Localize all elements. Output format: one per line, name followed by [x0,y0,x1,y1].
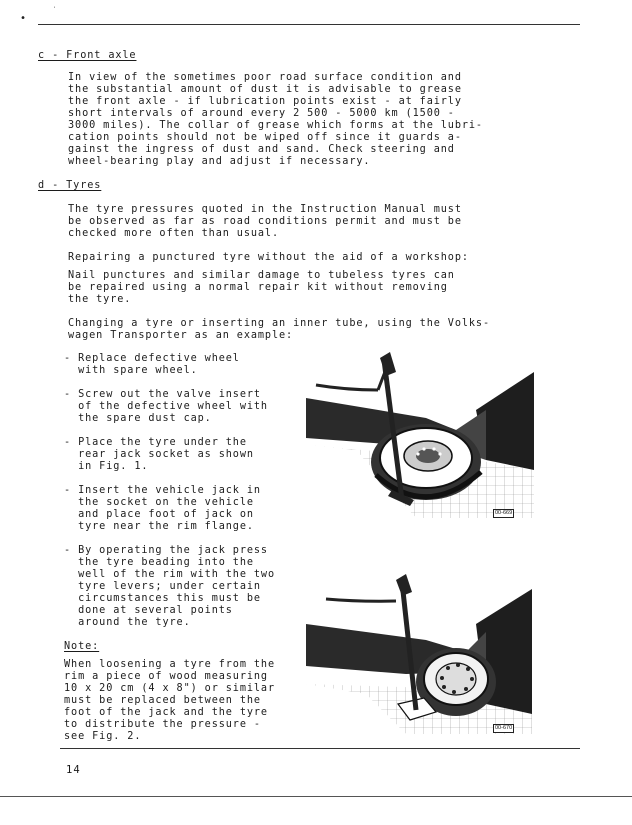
step-line: - Screw out the valve insert [64,389,261,400]
figure-1 [306,350,534,528]
jack-on-tyre-illustration-icon [306,350,534,528]
note-line: When loosening a tyre from the [64,659,276,670]
step-line: in Fig. 1. [64,461,149,472]
figure-label: 00-670 [495,725,513,731]
body-line: the front axle - if lubrication points exist - at fairly [68,96,462,107]
figure-2 [306,574,532,740]
step-line: done at several points [64,605,233,616]
note-line: rim a piece of wood measuring [64,671,268,682]
body-line: Nail punctures and similar damage to tubeless tyres can [68,270,455,281]
step-line: rear jack socket as shown [64,449,254,460]
step-line: the tyre beading into the [64,557,254,568]
body-line: the substantial amount of dust it is advisable to grease [68,84,462,95]
note-heading: Note: [64,641,100,652]
step-line: the spare dust cap. [64,413,212,424]
note-line: must be replaced between the [64,695,261,706]
section-d-heading: d - Tyres [38,180,102,191]
body-line: checked more often than usual. [68,228,280,239]
body-line: be observed as far as road conditions permit and must be [68,216,462,227]
stray-mark: ˙ [52,6,57,15]
step-line: of the defective wheel with [64,401,268,412]
body-line: be repaired using a normal repair kit without removing [68,282,448,293]
body-line: Changing a tyre or inserting an inner tube, using the Volks- [68,318,491,329]
step-line: tyre near the rim flange. [64,521,254,532]
body-line: 3000 miles). The collar of grease which forms at the lubri- [68,120,483,131]
body-line: In view of the sometimes poor road surface condition and [68,72,462,83]
step-line: tyre levers; under certain [64,581,261,592]
body-line: cation points should not be wiped off since it guards a- [68,132,462,143]
footer-rule [0,796,632,797]
step-line: - Replace defective wheel [64,353,240,364]
note-line: foot of the jack and the tyre [64,707,268,718]
body-line: wheel-bearing play and adjust if necessary. [68,156,371,167]
bullet-mark: • [20,13,27,24]
step-line: with spare wheel. [64,365,198,376]
page-number: 14 [66,764,81,776]
top-rule [38,24,580,25]
body-line: wagen Transporter as an example: [68,330,294,341]
step-line: - Place the tyre under the [64,437,247,448]
step-line: - By operating the jack press [64,545,268,556]
step-line: well of the rim with the two [64,569,276,580]
body-line: gainst the ingress of dust and sand. Check steering and [68,144,455,155]
note-line: see Fig. 2. [64,731,142,742]
note-line: to distribute the pressure - [64,719,261,730]
step-line: and place foot of jack on [64,509,254,520]
bottom-rule [60,748,580,749]
step-line: circumstances this must be [64,593,261,604]
section-c-heading: c - Front axle [38,50,137,61]
figure-label: 00-669 [495,510,513,516]
body-line: The tyre pressures quoted in the Instruction Manual must [68,204,462,215]
jack-on-wheel-with-wood-illustration-icon [306,574,532,740]
step-line: the socket on the vehicle [64,497,254,508]
subheading-puncture: Repairing a punctured tyre without the aid of a workshop: [68,252,469,263]
step-line: - Insert the vehicle jack in [64,485,261,496]
body-line: the tyre. [68,294,132,305]
note-line: 10 x 20 cm (4 x 8") or similar [64,683,276,694]
body-line: short intervals of around every 2 500 - 5000 km (1500 - [68,108,455,119]
step-line: around the tyre. [64,617,191,628]
